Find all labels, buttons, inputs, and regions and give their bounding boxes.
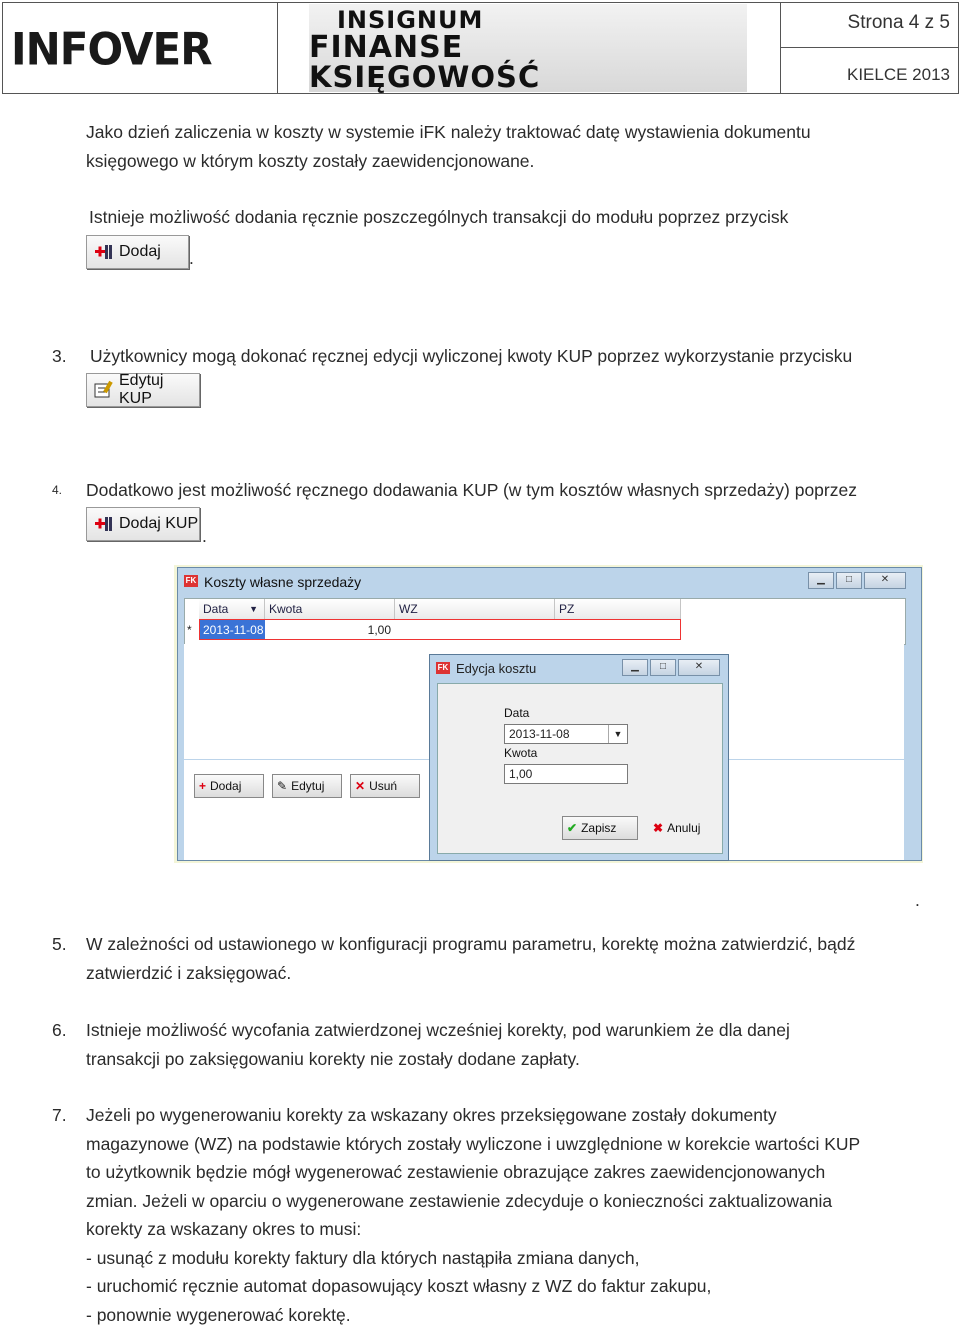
dialog-title: Edycja kosztu: [456, 661, 536, 676]
paragraph-line: transakcji po zaksięgowaniu korekty nie zostały dodane zapłaty.: [86, 1045, 790, 1074]
edit-icon: [93, 380, 113, 400]
button-label: Anuluj: [667, 821, 700, 835]
col-kwota-header[interactable]: Kwota: [265, 599, 395, 619]
app-icon: FK: [436, 662, 450, 674]
paragraph-line: korekty za wskazany okres to musi:: [86, 1215, 860, 1244]
page-info-cell: [780, 3, 958, 93]
dodaj-button-label: Dodaj: [119, 243, 161, 261]
column-label: Data: [203, 602, 228, 616]
add-icon: +: [199, 779, 206, 793]
banner-cell: [277, 3, 781, 93]
dodaj-kup-label: Dodaj KUP: [119, 515, 198, 533]
item-3-text: Użytkownicy mogą dokonać ręcznej edycji wyliczonej kwoty KUP poprzez wykorzystanie przycisku: [90, 342, 852, 371]
cell-data[interactable]: 2013-11-08: [199, 620, 265, 640]
sort-arrow-icon: ▼: [249, 599, 258, 619]
paragraph-line: to użytkownik będzie mógł wygenerować zestawienie obrazujące zakres zaewidencjonowanych: [86, 1158, 860, 1187]
paragraph-line: zmian. Jeżeli w oparciu o wygenerowane zestawienie zdecyduje o konieczności zaktualizowania: [86, 1187, 860, 1216]
paragraph-line: Jeżeli po wygenerowaniu korekty za wskazany okres przeksięgowane zostały dokumenty: [86, 1101, 860, 1130]
page-number: Strona 4 z 5: [780, 3, 958, 48]
usun-button[interactable]: [350, 774, 420, 798]
data-label: Data: [504, 706, 529, 720]
item-4-number: 4.: [52, 476, 62, 505]
edycja-kosztu-dialog: [429, 654, 729, 861]
period: .: [915, 886, 920, 915]
minimize-icon[interactable]: ▁: [808, 572, 834, 589]
anuluj-button[interactable]: [648, 816, 714, 840]
costs-grid: [184, 598, 906, 645]
dodaj-kup-button[interactable]: [86, 507, 200, 541]
col-pz-header[interactable]: PZ: [555, 599, 681, 619]
paragraph-line: W zależności od ustawionego w konfiguracji programu parametru, korektę można zatwierdzić, bądź: [86, 930, 855, 959]
row-marker: *: [187, 620, 199, 640]
kwota-label: Kwota: [504, 746, 537, 760]
window-controls: [808, 572, 906, 589]
paragraph-line: księgowego w którym koszty zostały zaewidencjonowane.: [86, 147, 811, 176]
paragraph-line: Istnieje możliwość wycofania zatwierdzonej wcześniej korekty, pod warunkiem że dla danej: [86, 1016, 790, 1045]
minimize-icon[interactable]: ▁: [622, 659, 648, 676]
close-icon[interactable]: ✕: [678, 659, 720, 676]
button-label: Edytuj: [291, 779, 324, 793]
button-label: Dodaj: [210, 779, 241, 793]
maximize-icon[interactable]: □: [836, 572, 862, 589]
dodaj-button[interactable]: [194, 774, 264, 798]
period: .: [202, 522, 207, 551]
button-label: Usuń: [369, 779, 397, 793]
maximize-icon[interactable]: □: [650, 659, 676, 676]
item-7-text: [86, 1101, 860, 1329]
col-data-header[interactable]: [199, 599, 265, 619]
paragraph-line: zatwierdzić i zaksięgować.: [86, 959, 855, 988]
period: .: [189, 244, 194, 273]
kwota-field[interactable]: 1,00: [504, 764, 628, 784]
item-5-text: [86, 930, 855, 987]
paragraph-2: Istnieje możliwość dodania ręcznie poszczególnych transakcji do modułu poprzez przycisk: [89, 203, 788, 232]
logo-cell: [3, 3, 278, 93]
page-header: [2, 2, 959, 94]
data-field[interactable]: [504, 724, 628, 744]
chevron-down-icon[interactable]: ▼: [608, 725, 627, 743]
item-6-text: [86, 1016, 790, 1073]
event-label: KIELCE 2013: [780, 48, 958, 93]
remove-icon: ✕: [355, 779, 365, 793]
paragraph-line: - ponownie wygenerować korektę.: [86, 1301, 860, 1329]
item-7-number: 7.: [52, 1101, 67, 1130]
zapisz-button[interactable]: [562, 816, 638, 840]
item-4-text: Dodatkowo jest możliwość ręcznego dodawania KUP (w tym kosztów własnych sprzedaży) poprzez: [86, 476, 857, 505]
banner-line-3: KSIĘGOWOŚĆ: [309, 60, 540, 94]
dialog-controls: [622, 659, 720, 676]
dodaj-button[interactable]: [86, 235, 189, 269]
data-field-value: 2013-11-08: [509, 727, 570, 741]
edytuj-button[interactable]: [272, 774, 342, 798]
banner-line-2: FINANSE: [309, 30, 463, 65]
add-icon: [93, 242, 113, 262]
paragraph-line: - usunąć z modułu korekty faktury dla których nastąpiła zmiana danych,: [86, 1244, 860, 1273]
embedded-screenshot: [174, 565, 923, 863]
insignum-banner: [309, 4, 747, 92]
edytuj-kup-button[interactable]: [86, 373, 200, 407]
edit-icon: ✎: [277, 779, 287, 793]
banner-line-1: INSIGNUM: [337, 6, 483, 34]
window-title: Koszty własne sprzedaży: [204, 574, 361, 590]
item-3-number: 3.: [52, 342, 67, 371]
app-icon: FK: [184, 575, 198, 587]
col-wz-header[interactable]: WZ: [395, 599, 555, 619]
close-icon[interactable]: ✕: [864, 572, 906, 589]
button-label: Zapisz: [581, 821, 616, 835]
infover-logo: INFOVER: [11, 24, 212, 75]
paragraph-line: - uruchomić ręcznie automat dopasowujący koszt własny z WZ do faktur zakupu,: [86, 1272, 860, 1301]
close-icon: ✖: [653, 821, 663, 835]
item-5-number: 5.: [52, 930, 67, 959]
check-icon: ✔: [567, 821, 577, 835]
item-6-number: 6.: [52, 1016, 67, 1045]
paragraph-line: Jako dzień zaliczenia w koszty w systemie iFK należy traktować datę wystawienia dokumentu: [86, 118, 811, 147]
paragraph-1: [86, 118, 811, 175]
dialog-body: [437, 683, 723, 854]
paragraph-line: magazynowe (WZ) na podstawie których zostały wyliczone i uwzględnione w korekcie wartości KUP: [86, 1130, 860, 1159]
edytuj-kup-label: Edytuj KUP: [119, 372, 199, 408]
add-icon: [93, 514, 113, 534]
cell-kwota[interactable]: 1,00: [265, 620, 395, 640]
